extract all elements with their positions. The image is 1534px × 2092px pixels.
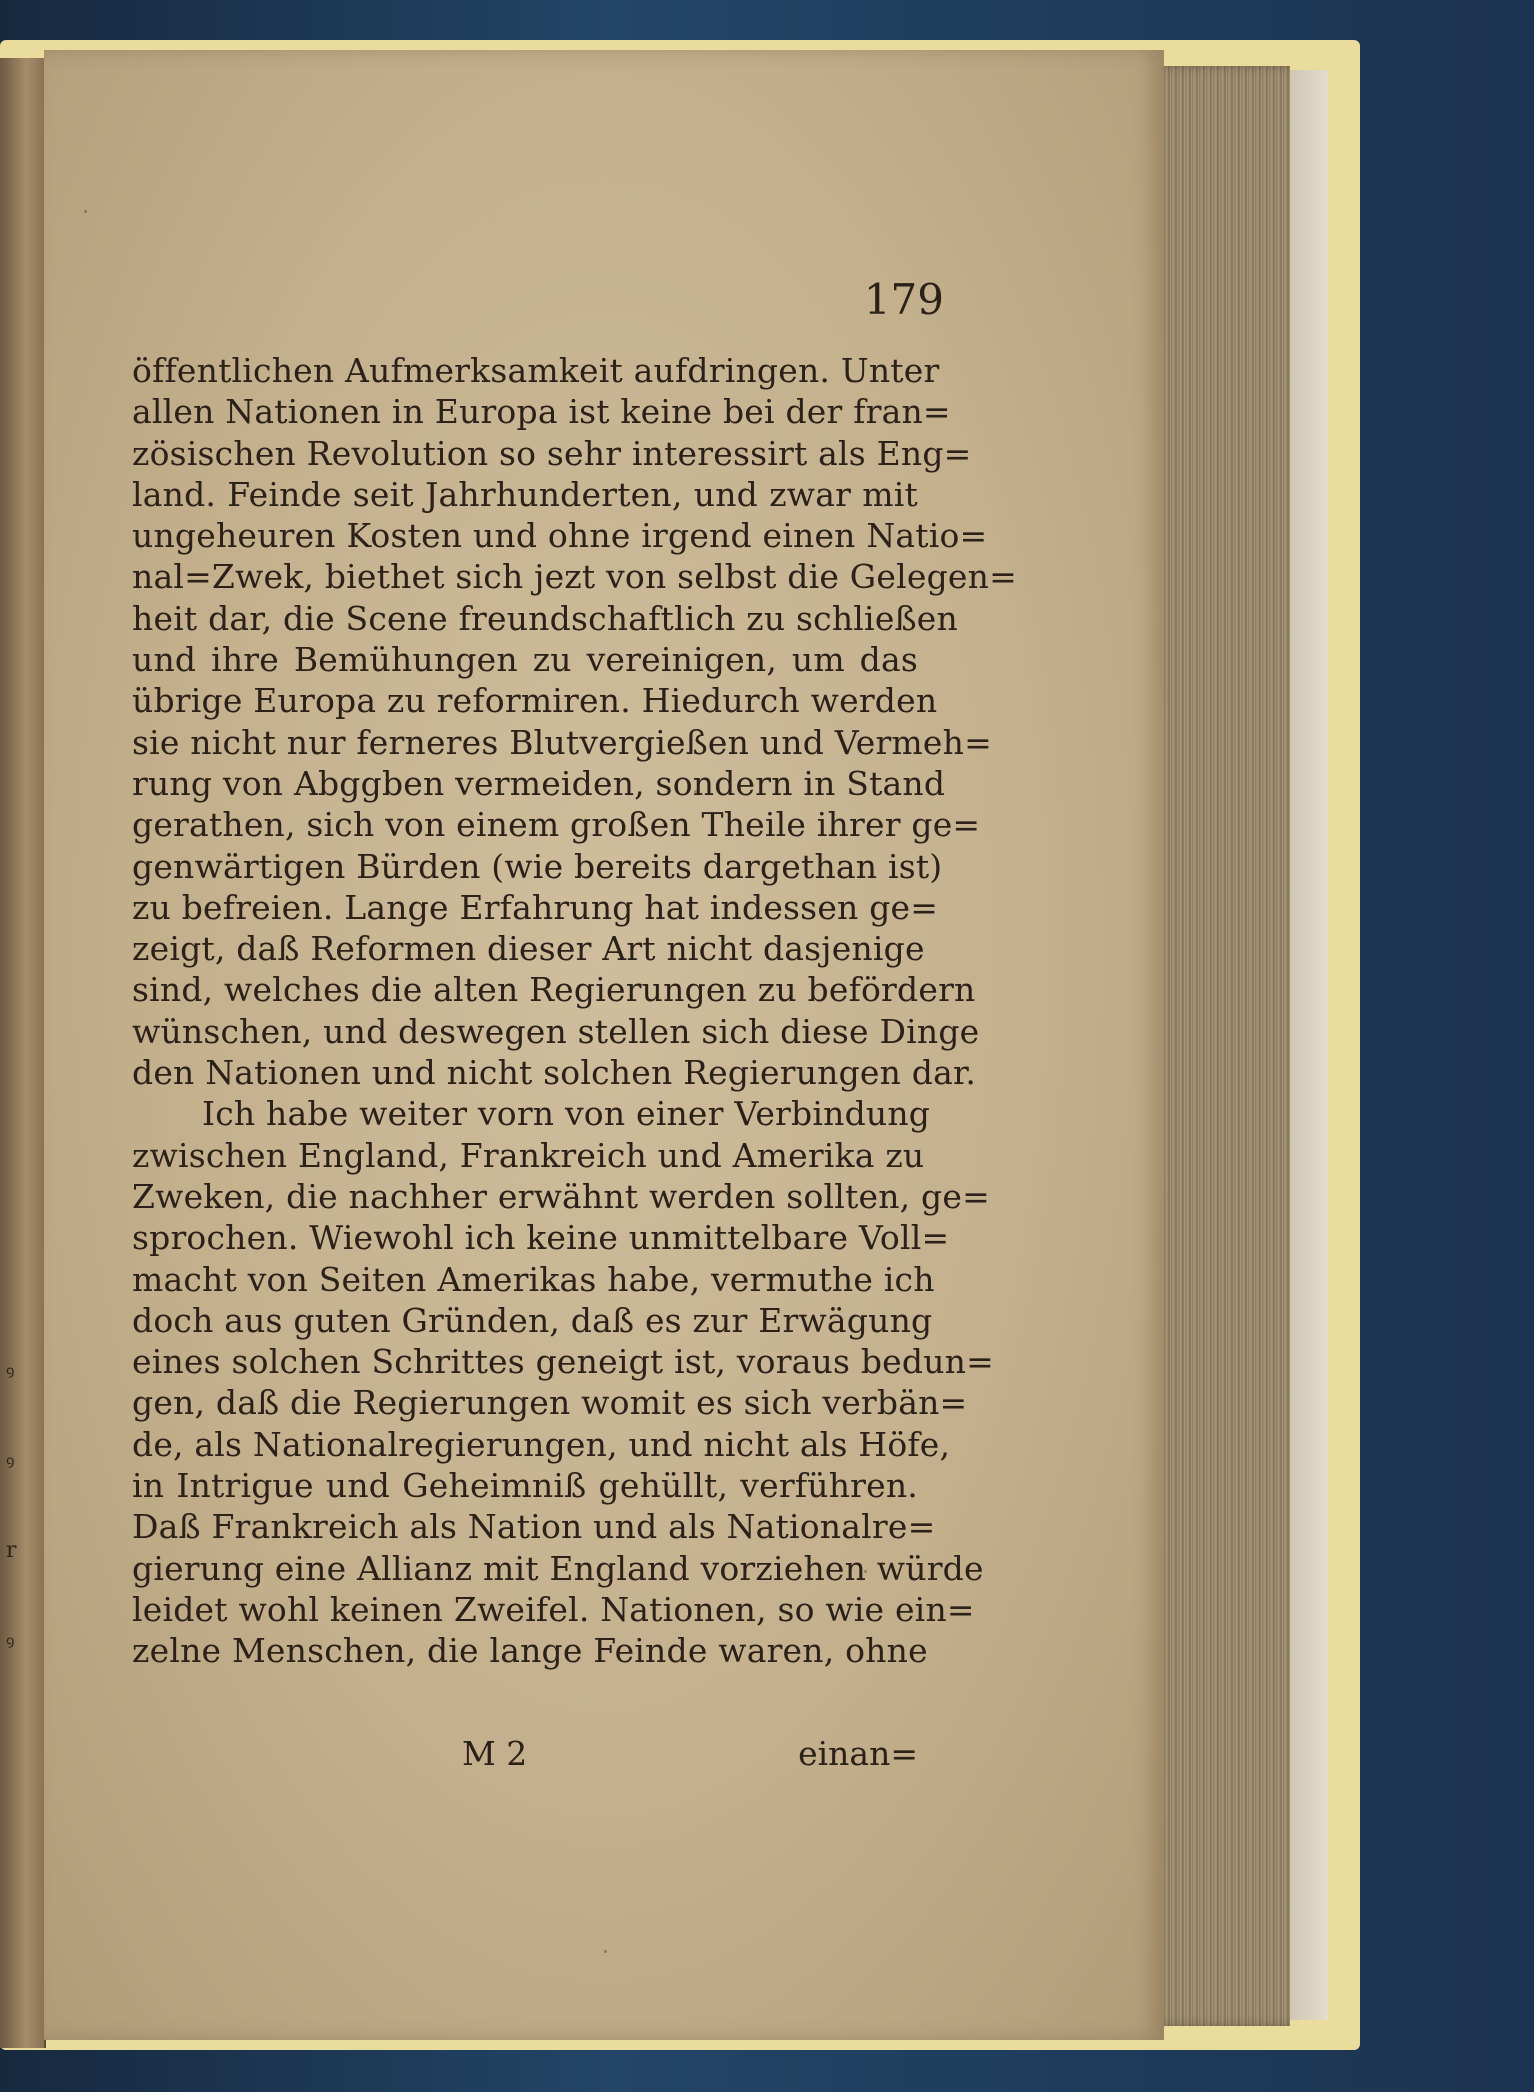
left-mark: ꝰ [6, 1632, 15, 1657]
text-line: übrige Europa zu reformiren. Hiedurch werden [132, 681, 938, 721]
text-line: zwischen England, Frankreich und Amerika zu [132, 1135, 925, 1175]
page-edges-highlight [1290, 70, 1328, 2020]
text-line: eines solchen Schrittes geneigt ist, voraus bedun= [132, 1342, 994, 1382]
text-line: den Nationen und nicht solchen Regierungen dar. [132, 1053, 977, 1093]
text-line: in Intrigue und Geheimniß gehüllt, verführen. [132, 1466, 918, 1506]
signature-mark: M 2 [462, 1734, 528, 1773]
left-mark: ꝰ [6, 1452, 15, 1477]
text-line: macht von Seiten Amerikas habe, vermuthe ich [132, 1259, 935, 1299]
text-line: allen Nationen in Europa ist keine bei der fran= [132, 392, 951, 432]
text-line: rung von Abggben vermeiden, sondern in Stand [132, 763, 946, 803]
text-line: sie nicht nur ferneres Blutvergießen und Vermeh= [132, 722, 992, 762]
text-line: ungeheuren Kosten und ohne irgend einen Natio= [132, 516, 988, 556]
text-line: de, als Nationalregierungen, und nicht als Höfe, [132, 1424, 951, 1464]
text-line: sind, welches die alten Regierungen zu befördern [132, 970, 976, 1010]
left-facing-page [0, 58, 46, 2048]
text-line: leidet wohl keinen Zweifel. Nationen, so wie ein= [132, 1589, 975, 1629]
text-line: Daß Frankreich als Nation und als Nationalre= [132, 1507, 936, 1547]
text-line: zeigt, daß Reformen dieser Art nicht dasjenige [132, 929, 925, 969]
text-line: genwärtigen Bürden (wie bereits dargethan ist) [132, 846, 943, 886]
text-line: sprochen. Wiewohl ich keine unmittelbare Voll= [132, 1218, 950, 1258]
text-line: gen, daß die Regierungen womit es sich verbän= [132, 1383, 968, 1423]
body-text [132, 350, 1017, 1672]
text-line: doch aus guten Gründen, daß es zur Erwägung [132, 1300, 933, 1340]
book-page [44, 50, 1164, 2040]
text-line: zu befreien. Lange Erfahrung hat indessen ge= [132, 887, 939, 927]
left-mark: ꝰ [6, 1362, 15, 1387]
text-line: gierung eine Allianz mit England vorziehen würde [132, 1548, 984, 1588]
left-page-marks [0, 1358, 30, 1758]
text-line: heit dar, die Scene freundschaftlich zu schließen [132, 598, 958, 638]
text-line: zösischen Revolution so sehr interessirt als Eng= [132, 433, 972, 473]
text-line: Zweken, die nachher erwähnt werden sollten, ge= [132, 1176, 990, 1216]
text-line: öffentlichen Aufmerksamkeit aufdringen. Unter [132, 351, 940, 390]
page-number: 179 [863, 275, 944, 324]
catchword: einan= [798, 1734, 918, 1773]
text-line: nal=Zwek, biethet sich jezt von selbst die Gelegen= [132, 557, 1017, 597]
page-footer [132, 1734, 918, 1780]
text-line: und ihre Bemühungen zu vereinigen, um das [132, 640, 918, 680]
text-line: wünschen, und deswegen stellen sich diese Dinge [132, 1011, 980, 1051]
left-mark: r [6, 1538, 17, 1563]
text-line: gerathen, sich von einem großen Theile ihrer ge= [132, 805, 981, 845]
text-line: land. Feinde seit Jahrhunderten, und zwar mit [132, 474, 918, 514]
text-line: Ich habe weiter vorn von einer Verbindung [202, 1094, 931, 1134]
page-edges [1150, 66, 1290, 2026]
text-line: zelne Menschen, die lange Feinde waren, ohne [132, 1631, 928, 1671]
